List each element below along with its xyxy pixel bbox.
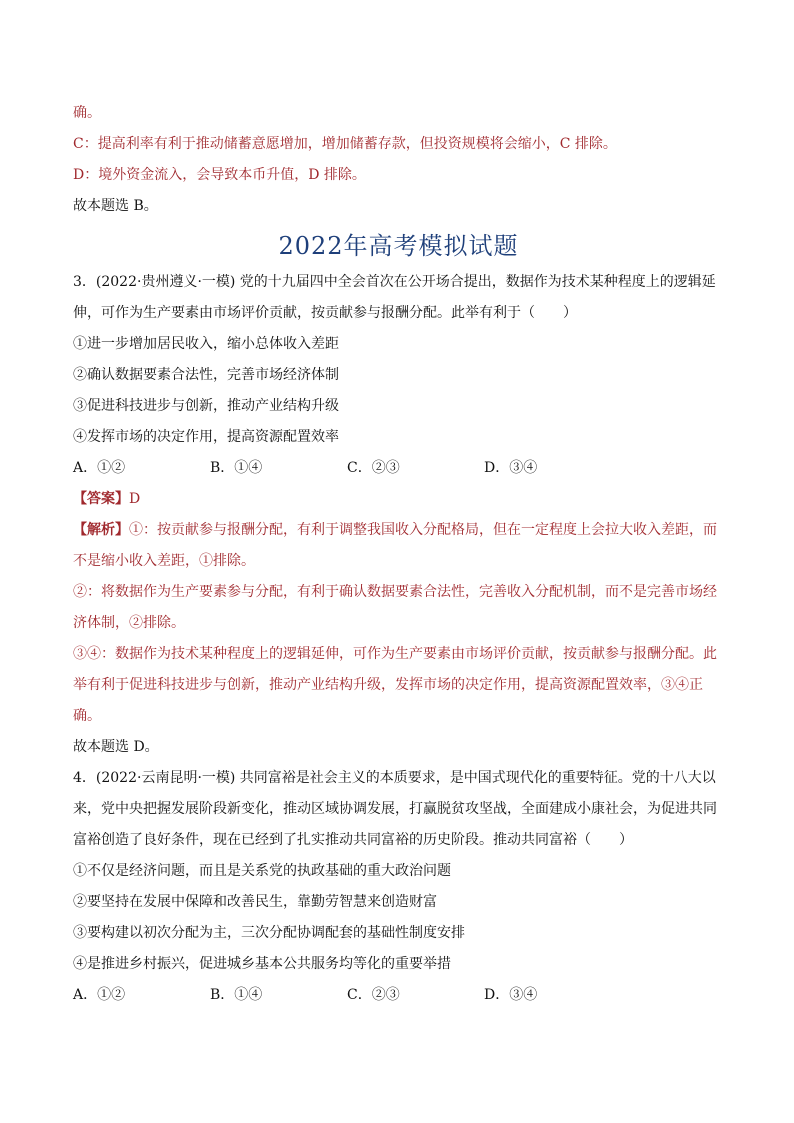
analysis-text: ①：按贡献参与报酬分配，有利于调整我国收入分配格局，但在一定程度上会拉大收入差距，而 <box>129 522 717 538</box>
question-3-option-c: C．②③ <box>347 460 400 476</box>
question-3-statement-4: ④发挥市场的决定作用，提高资源配置效率 <box>73 429 339 445</box>
answer-value: D <box>129 491 141 507</box>
question-3-option-a: A．①② <box>73 460 126 476</box>
question-4-statement-3: ③要构建以初次分配为主，三次分配协调配套的基础性制度安排 <box>73 925 465 941</box>
question-4-stem-line-1: 4．(2022·云南昆明·一模) 共同富裕是社会主义的本质要求，是中国式现代化的重要特征。党的十八大以 <box>73 770 716 786</box>
question-3-analysis-3a: ③④：数据作为技术某种程度上的逻辑延伸，可作为生产要素由市场评价贡献，按贡献参与报酬分配。此 <box>73 646 717 662</box>
carryover-option-c-analysis: C：提高利率有利于推动储蓄意愿增加，增加储蓄存款，但投资规模将会缩小，C 排除。 <box>73 136 617 152</box>
carryover-conclusion: 故本题选 B。 <box>73 198 158 214</box>
question-3-answer <box>73 484 724 515</box>
carryover-line: 确。 <box>73 105 101 121</box>
question-3-stem-line-1: 3．(2022·贵州遵义·一模) 党的十九届四中全会首次在公开场合提出，数据作为技术某种程度上的逻辑延 <box>73 274 716 290</box>
question-3-options <box>73 453 724 484</box>
carryover-option-d-analysis: D：境外资金流入，会导致本币升值，D 排除。 <box>73 167 366 183</box>
question-3-stem-line-2: 伸，可作为生产要素由市场评价贡献，按贡献参与报酬分配。此举有利于（ ） <box>73 305 577 321</box>
question-4-option-d: D．③④ <box>484 987 538 1003</box>
question-3-statement-2: ②确认数据要素合法性，完善市场经济体制 <box>73 367 339 383</box>
question-4-statement-1: ①不仅是经济问题，而且是关系党的执政基础的重大政治问题 <box>73 863 451 879</box>
question-3-analysis-3b: 举有利于促进科技进步与创新，推动产业结构升级，发挥市场的决定作用，提高资源配置效率，③④正 <box>73 677 703 693</box>
analysis-label: 【解析】 <box>73 522 129 538</box>
question-4-option-c: C．②③ <box>347 987 400 1003</box>
question-4-statement-2: ②要坚持在发展中保障和改善民生，靠勤劳智慧来创造财富 <box>73 894 437 910</box>
question-4 <box>73 763 724 1011</box>
section-heading: 2022年高考模拟试题 <box>278 232 519 260</box>
question-4-option-b: B．①④ <box>210 987 263 1003</box>
question-4-stem-line-3: 富裕创造了良好条件，现在已经到了扎实推动共同富裕的历史阶段。推动共同富裕（ ） <box>73 832 633 848</box>
question-3-statement-1: ①进一步增加居民收入，缩小总体收入差距 <box>73 336 339 352</box>
question-3-analysis-2b: 济体制，②排除。 <box>73 615 185 631</box>
question-4-stem-line-2: 来，党中央把握发展阶段新变化，推动区域协调发展，打赢脱贫攻坚战，全面建成小康社会，为促进共同 <box>73 801 717 817</box>
question-3-statement-3: ③促进科技进步与创新，推动产业结构升级 <box>73 398 339 414</box>
question-3-analysis-1b: 不是缩小收入差距，①排除。 <box>73 553 255 569</box>
question-3-conclusion: 故本题选 D。 <box>73 739 159 755</box>
question-3-option-b: B．①④ <box>210 460 263 476</box>
question-4-statement-4: ④是推进乡村振兴，促进城乡基本公共服务均等化的重要举措 <box>73 956 451 972</box>
answer-label: 【答案】 <box>73 491 129 507</box>
question-3-option-d: D．③④ <box>484 460 538 476</box>
question-4-options <box>73 980 724 1011</box>
question-3-analysis-3c: 确。 <box>73 708 101 724</box>
question-4-option-a: A．①② <box>73 987 126 1003</box>
question-3-analysis-2a: ②：将数据作为生产要素参与分配，有利于确认数据要素合法性，完善收入分配机制，而不是完善市场经 <box>73 584 717 600</box>
question-3-analysis-1a <box>73 515 724 546</box>
question-3 <box>73 267 724 763</box>
